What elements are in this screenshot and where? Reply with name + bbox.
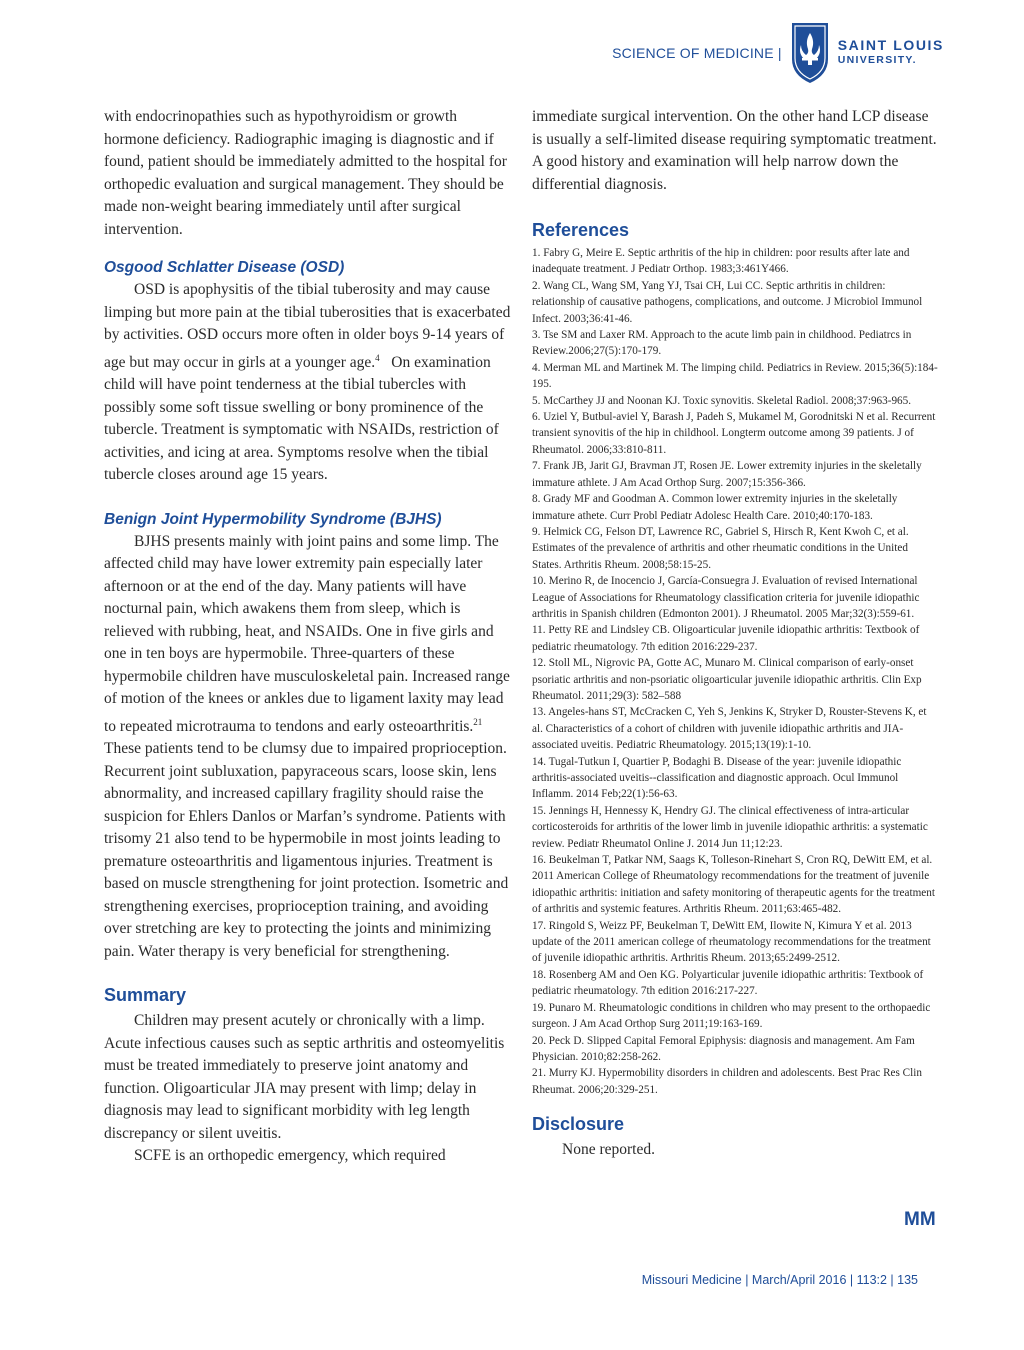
- reference-item: 12. Stoll ML, Nigrovic PA, Gotte AC, Munaro M. Clinical comparison of early-onset psoriatic arthritis and non-psoriatic oligoarticular juvenile idiopathic arthritis. Clin Exp Rheumatol. 2011;29(3): 582–588: [532, 657, 922, 702]
- disclosure-text: None reported.: [562, 1141, 655, 1159]
- reference-item: 14. Tugal-Tutkun I, Quartier P, Bodaghi B. Disease of the year: juvenile idiopathic arthritis-associated uveitis--classification and diagnostic approach. Ocul Immunol Inflamm. 2014 Feb;22(1):56-63.: [532, 755, 902, 801]
- continuation-paragraph: immediate surgical intervention. On the other hand LCP disease is usually a self-limited disease requiring symptomatic treatment. A good history and examination will help narrow down the differential diagnosis.: [532, 108, 937, 193]
- reference-item: 19. Punaro M. Rheumatologic conditions in children who may present to the orthopaedic surgeon. J Am Acad Orthop Surg 2011;19:163-169.: [532, 1001, 931, 1031]
- bjhs-heading: Benign Joint Hypermobility Syndrome (BJHS): [104, 510, 442, 528]
- wordmark-line-1: SAINT LOUIS: [837, 37, 944, 53]
- reference-item: 17. Ringold S, Weizz PF, Beukelman T, DeWitt EM, Ilowite N, Kimura Y et al. 2013 update of the 2011 american college of rheumatology recommendations for the treatment of juvenile idiopathic arthritis. Arthritis Rheum. 2013;65:2499-2512.: [532, 919, 931, 965]
- reference-item: 16. Beukelman T, Patkar NM, Saags K, Tolleson-Rinehart S, Cron RQ, DeWitt EM, et al. 2011 American College of Rheumatology recommendations for the treatment of juvenile idiopathic arthritis: initiation and safety monitoring of therapeutic agents for the treatment of arthritis and systemic features. Arthritis Rheum. 2011;63:465-482.: [532, 854, 935, 916]
- end-mark: MM: [904, 1209, 936, 1230]
- osd-text-a: OSD is apophysitis of the tibial tuberosity and may cause limping but more pain at the tibial tuberosities that is exacerbated by activities. OSD occurs more often in older boys 9-14 years of age but may occur in girls at a younger age.: [104, 281, 511, 371]
- page-header: [612, 18, 944, 88]
- reference-item: 5. McCarthey JJ and Noonan KJ. Toxic synovitis. Skeletal Radiol. 2008;37:963-965.: [532, 394, 912, 407]
- reference-item: 1. Fabry G, Meire E. Septic arthritis of the hip in children: poor results after late and inadequate treatment. J Pediatr Orthop. 1983;3:461Y466.: [532, 247, 910, 276]
- bjhs-text-b: These patients tend to be clumsy due to impaired proprioception. Recurrent joint subluxation, papyraceous scars, loose skin, lens abnormality, and increased capillary fragility should raise the suspicion for Ehlers Danlos or Marfan’s syndrome. Patients with trisomy 21 also tend to be hypermobile in most joints leading to premature osteoarthritis and ligamentous injuries. Treatment is based on muscle strengthening for joint protection. Isometric and strengthening exercises, proprioception training, and avoiding over stretching are key to protecting the joints and minimizing pain. Water therapy is very beneficial for strengthening.: [104, 740, 509, 960]
- citation-21: 21: [473, 716, 483, 727]
- wordmark-line-2: UNIVERSITY.: [837, 54, 917, 66]
- summary-paragraph-1: Children may present acutely or chronically with a limp. Acute infectious causes such as septic arthritis and osteomyelitis must be treated immediately to preserve joint anatomy and function. Oligoarticular JIA may present with limp; delay in diagnosis may lead to significant morbidity with leg length discrepancy or silent uveitis.: [104, 1012, 505, 1142]
- citation-4: 4: [375, 352, 380, 363]
- disclosure-heading: Disclosure: [532, 1114, 625, 1135]
- university-wordmark: [838, 38, 944, 68]
- references-heading: References: [532, 220, 630, 240]
- page-footer: Missouri Medicine | March/April 2016 | 113:2 | 135: [641, 1273, 918, 1287]
- reference-item: 10. Merino R, de Inocencio J, García-Consuegra J. Evaluation of revised International League of Associations for Rheumatology classification criteria for juvenile idiopathic arthritis in Spanish children (Edmonton 2001). J Rheumatol. 2005 Mar;32(3):559-61.: [532, 575, 920, 620]
- reference-item: 4. Merman ML and Martinek M. The limping child. Pediatrics in Review. 2015;36(5):184-195.: [532, 361, 938, 391]
- section-tag: SCIENCE OF MEDICINE |: [612, 45, 782, 61]
- reference-item: 3. Tse SM and Laxer RM. Approach to the acute limb pain in childhood. Pediatrcs in Review.2006;27(5):170-179.: [532, 329, 912, 358]
- reference-item: 15. Jennings H, Hennessy K, Hendry GJ. The clinical effectiveness of intra-articular corticosteroids for arthritis of the lower limb in juvenile idiopathic arthritis: a systematic review. Pediatr Rheumatol Online J. 2014 Jun 11;12:23.: [532, 804, 928, 850]
- summary-heading: Summary: [104, 985, 187, 1006]
- osd-text-b: On examination child will have point tenderness at the tibial tubercles with possibly some soft tissue swelling or bony prominence of the tubercle. Treatment is symptomatic with NSAIDs, restriction of activities, and icing at area. Symptoms resolve when the tibial tubercle closes around age 15 years.: [104, 353, 503, 484]
- intro-paragraph: with endocrinopathies such as hypothyroidism or growth hormone deficiency. Radiographic imaging is diagnostic and if found, patient should be immediately admitted to the hospital for orthopedic evaluation and surgical management. They should be made non-weight bearing immediately until after surgical intervention.: [104, 108, 507, 238]
- left-column: [104, 106, 512, 1168]
- reference-item: 8. Grady MF and Goodman A. Common lower extremity injuries in the skeletally immature athete. Curr Probl Pediatr Adolesc Health Care. 2010;40:170-183.: [532, 493, 898, 522]
- reference-item: 21. Murry KJ. Hypermobility disorders in children and adolescents. Best Prac Res Clin Rheumat. 2006;20:329-251.: [532, 1067, 922, 1096]
- reference-item: 2. Wang CL, Wang SM, Yang YJ, Tsai CH, Lui CC. Septic arthritis in children: relationship of causative pathogens, complications, and outcome. J Microbiol Immunol Infect. 2003;36:41-46.: [532, 279, 923, 325]
- right-column: [532, 106, 940, 1161]
- bjhs-paragraph: [104, 531, 512, 964]
- summary-paragraph-2: SCFE is an orthopedic emergency, which required: [134, 1147, 446, 1165]
- references-list: [532, 245, 940, 1098]
- osd-paragraph: [104, 279, 512, 487]
- reference-item: 7. Frank JB, Jarit GJ, Bravman JT, Rosen JE. Lower extremity injuries in the skeletally immature athlete. J Am Acad Orthop Surg. 2007;15:356-366.: [532, 460, 922, 489]
- reference-item: 9. Helmick CG, Felson DT, Lawrence RC, Gabriel S, Hirsch R, Kent Kwoh C, et al. Estimates of the prevalence of arthritis and other rheumatic conditions in the United States. Arthritis Rheum. 2008;58:15-25.: [532, 525, 909, 571]
- reference-item: 18. Rosenberg AM and Oen KG. Polyarticular juvenile idiopathic arthritis: Textbook of pediatric rheumatology. 7th edition 2016:217-227.: [532, 968, 924, 998]
- reference-item: 20. Peck D. Slipped Capital Femoral Epiphysis: diagnosis and management. Am Fam Physician. 2010;82:258-262.: [532, 1034, 915, 1063]
- reference-item: 6. Uziel Y, Butbul-aviel Y, Barash J, Padeh S, Mukamel M, Gorodnitski N et al. Recurrent transient synovitis of the hip in childhool. Longterm outcome among 39 patients. J of Rheumatol. 2006;33:810-811.: [532, 411, 936, 456]
- fleur-de-lis-shield-icon: [790, 21, 830, 85]
- bjhs-text-a: BJHS presents mainly with joint pains and some limp. The affected child may have lower extremity pain especially later afternoon or at the end of the day. Many patients will have nocturnal pain, which awakens them from sleep, which is relieved with rubbing, heat, and NSAIDs. One in five girls and one in ten boys are hypermobile. Three-quarters of these hypermobile children have musculoskeletal pain. Increased range of motion of the knees or ankles due to ligament laxity may lead to repeated microtrauma to tendons and early osteoarthritis.: [104, 532, 510, 735]
- reference-item: 11. Petty RE and Lindsley CB. Oligoarticular juvenile idiopathic arthritis: Textbook of pediatric rheumatology. 7th edition 2016:229-237.: [532, 624, 920, 653]
- osd-heading: Osgood Schlatter Disease (OSD): [104, 259, 345, 276]
- reference-item: 13. Angeles-hans ST, McCracken C, Yeh S, Jenkins K, Stryker D, Rouster-Stevens K, et al. Characteristics of a cohort of children with juvenile idiopathic arthritis and JIA-associated uveitis. Pediatric Rheumatology. 2015;13(19):1-10.: [532, 706, 927, 752]
